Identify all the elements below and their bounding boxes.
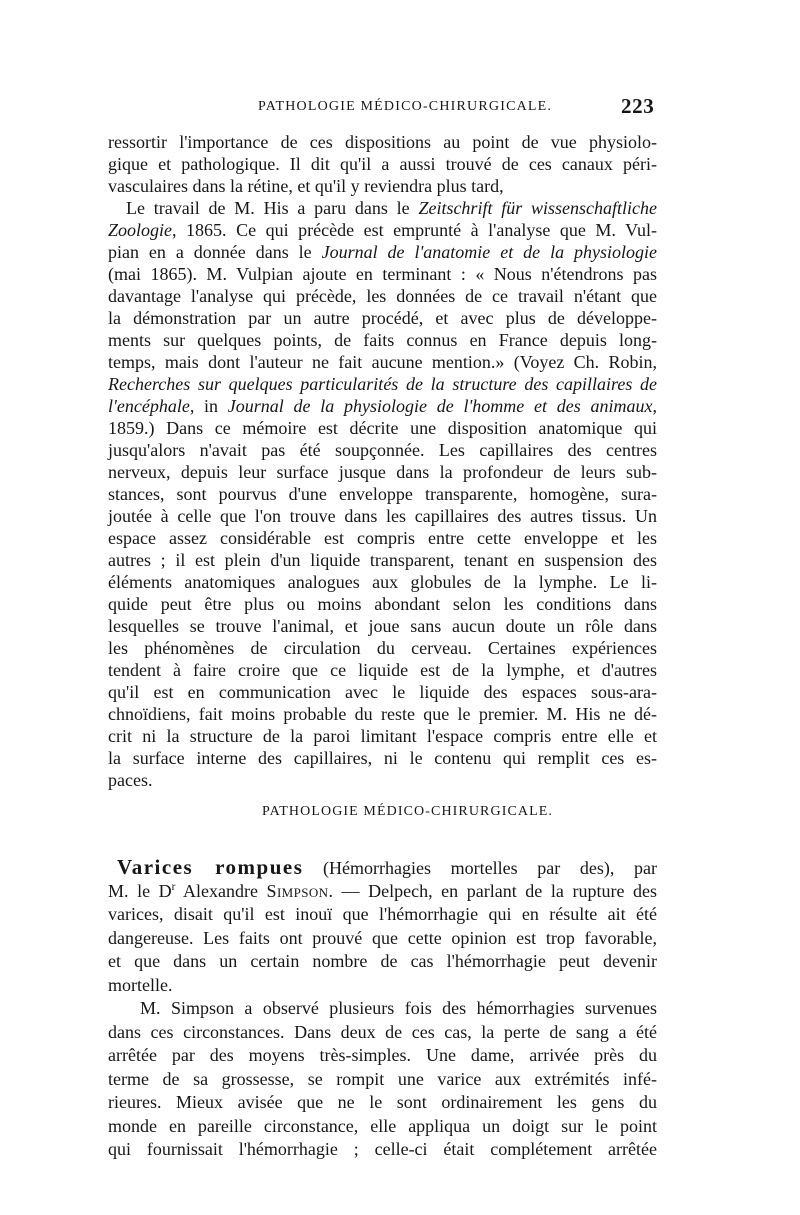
text-line xyxy=(108,659,657,681)
text-run: quide peut être plus ou moins abondant selon les conditions dans xyxy=(108,594,657,614)
text-run: vasculaires dans la rétine, et qu'il y reviendra plus tard, xyxy=(108,176,504,196)
text-run: (Hémorrhagies mortelles par des), par xyxy=(303,858,657,878)
text-run: gique et pathologique. Il dit qu'il a aussi trouvé de ces canaux péri- xyxy=(108,154,657,174)
text-run: nerveux, depuis leur surface jusque dans la profondeur de leurs sub- xyxy=(108,462,657,482)
text-run: , 1865. Ce qui précède est emprunté à l'analyse que M. Vul- xyxy=(172,220,657,240)
text-line xyxy=(108,681,657,703)
text-line xyxy=(108,1021,657,1045)
text-line xyxy=(108,593,657,615)
text-line xyxy=(108,131,657,153)
text-line xyxy=(108,373,657,395)
text-run: Alexandre xyxy=(175,880,267,901)
text-line xyxy=(108,997,657,1021)
text-run: rieures. Mieux avisée que ne le sont ordinairement les gens du xyxy=(108,1092,657,1112)
superscript: r xyxy=(171,880,176,893)
text-line xyxy=(108,725,657,747)
text-line xyxy=(108,747,657,769)
text-line xyxy=(108,549,657,571)
text-run: terme de sa grossesse, se rompit une varice aux extrémités infé- xyxy=(108,1068,657,1089)
italic-text-run: Zeitschrift für wissenschaftliche xyxy=(418,198,657,218)
text-run: paces. xyxy=(108,770,153,790)
text-line xyxy=(108,703,657,725)
text-run: varices, disait qu'il est inouï que l'hémorrhagie qui en résulte ait été xyxy=(108,904,657,924)
italic-text-run: l'encéphale xyxy=(108,396,190,416)
text-run: davantage l'analyse qui précède, les données de ce travail n'étant que xyxy=(108,286,657,306)
text-run: , in xyxy=(189,396,228,416)
text-line xyxy=(108,285,657,307)
italic-text-run: Zoologie xyxy=(108,220,173,240)
text-line xyxy=(108,974,657,998)
text-run: , xyxy=(652,396,657,416)
text-line xyxy=(108,1068,657,1092)
text-run: pian en a donnée dans le xyxy=(108,242,322,262)
text-run: les phénomènes de circulation du cerveau. Certaines expériences xyxy=(108,638,657,658)
text-run: joutée à celle que l'on trouve dans les capillaires des autres tissus. Un xyxy=(108,506,657,526)
article-continuation xyxy=(108,131,657,791)
text-run: M. le D xyxy=(108,880,172,901)
text-run: tendent à faire croire que ce liquide est de la lymphe, et d'autres xyxy=(108,660,657,680)
italic-text-run: Journal de la physiologie de l'homme et des animaux xyxy=(227,396,653,416)
text-run: temps, mais dont l'auteur ne fait aucune mention.» (Voyez Ch. Robin, xyxy=(108,352,657,372)
text-run: dangereuse. Les faits ont prouvé que cette opinion est trop favorable, xyxy=(108,927,657,948)
text-run: et que dans un certain nombre de cas l'hémorrhagie peut devenir xyxy=(108,951,657,971)
article-varices-rompues xyxy=(108,856,657,1162)
text-line xyxy=(108,483,657,505)
running-header-title: PATHOLOGIE MÉDICO-CHIRURGICALE. xyxy=(258,99,553,114)
italic-text-run: Journal de l'anatomie et de la physiologie xyxy=(321,242,658,262)
text-line xyxy=(108,175,657,197)
text-run: qu'il est en communication avec le liquide des espaces sous-ara- xyxy=(108,682,657,702)
text-line xyxy=(108,1115,657,1139)
text-run: crit ni la structure de la paroi limitant l'espace compris entre elle et xyxy=(108,726,657,746)
text-line xyxy=(108,927,657,951)
text-line xyxy=(108,395,657,417)
text-line xyxy=(108,769,657,791)
page-number: 223 xyxy=(621,94,655,118)
text-run: la démonstration par un autre procédé, et avec plus de développe- xyxy=(108,308,657,328)
text-line xyxy=(108,461,657,483)
text-run: autres ; il est plein d'un liquide transparent, tenant en suspension des xyxy=(108,550,657,570)
text-run: mortelle. xyxy=(108,974,173,995)
text-line xyxy=(108,417,657,439)
text-run: ressortir l'importance de ces dispositions au point de vue physiolo- xyxy=(108,132,657,152)
text-line xyxy=(108,637,657,659)
text-line xyxy=(108,1044,657,1068)
text-run: la surface interne des capillaires, ni le contenu qui remplit ces es- xyxy=(108,748,657,768)
text-line xyxy=(108,505,657,527)
text-line xyxy=(108,307,657,329)
text-run: Le travail de M. His a paru dans le xyxy=(126,198,419,218)
text-line xyxy=(108,329,657,351)
text-run: espace assez considérable est compris entre cette enveloppe et les xyxy=(108,528,657,548)
text-run: 1859.) Dans ce mémoire est décrite une disposition anatomique qui xyxy=(108,418,657,438)
text-run: jusqu'alors n'avait pas été soupçonnée. Les capillaires des centres xyxy=(108,440,657,460)
text-run: . — Delpech, en parlant de la rupture des xyxy=(328,880,658,901)
text-run: dans ces circonstances. Dans deux de ces cas, la perte de sang a été xyxy=(108,1021,657,1042)
text-line xyxy=(108,903,657,927)
paragraph-his-work xyxy=(108,197,657,791)
text-run: M. Simpson a observé plusieurs fois des hémorrhagies survenues xyxy=(140,998,657,1018)
text-line xyxy=(108,950,657,974)
text-line xyxy=(108,615,657,637)
paragraph-continued xyxy=(108,131,657,197)
text-run: stances, sont pourvus d'une enveloppe transparente, homogène, sura- xyxy=(108,484,657,504)
text-run: lesquelles se trouve l'animal, et joue sans aucun doute un rôle dans xyxy=(108,616,657,636)
text-line xyxy=(108,1138,657,1162)
paragraph-simpson-observations xyxy=(108,997,657,1162)
article-title: Varices rompues xyxy=(117,855,304,879)
text-line xyxy=(108,856,657,880)
text-line xyxy=(108,571,657,593)
text-line xyxy=(108,439,657,461)
text-run: ments sur quelques points, de faits connus en France depuis long- xyxy=(108,330,657,350)
italic-text-run: Recherches sur quelques particularités de la structure des capillaires de xyxy=(108,374,657,394)
text-run: monde en pareille circonstance, elle appliqua un doigt sur le point xyxy=(108,1115,657,1136)
text-line xyxy=(108,880,657,904)
text-line xyxy=(108,219,657,241)
text-line xyxy=(108,241,657,263)
text-line xyxy=(108,153,657,175)
text-line xyxy=(108,527,657,549)
author-name: Simpson xyxy=(266,880,329,901)
text-line xyxy=(108,263,657,285)
section-heading: PATHOLOGIE MÉDICO-CHIRURGICALE. xyxy=(262,804,554,819)
text-run: éléments anatomiques analogues aux globules de la lymphe. Le li- xyxy=(108,572,657,592)
paragraph-entry-title xyxy=(108,856,657,997)
text-line xyxy=(108,197,657,219)
text-run: arrêtée par des moyens très-simples. Une dame, arrivée près du xyxy=(108,1045,657,1065)
text-run: (mai 1865). M. Vulpian ajoute en terminant : « Nous n'étendrons pas xyxy=(108,264,657,284)
text-line xyxy=(108,351,657,373)
text-run: chnoïdiens, fait moins probable du reste que le premier. M. His ne dé- xyxy=(108,704,657,724)
text-run: qui fournissait l'hémorrhagie ; celle-ci était complétement arrêtée xyxy=(108,1139,657,1159)
text-line xyxy=(108,1091,657,1115)
